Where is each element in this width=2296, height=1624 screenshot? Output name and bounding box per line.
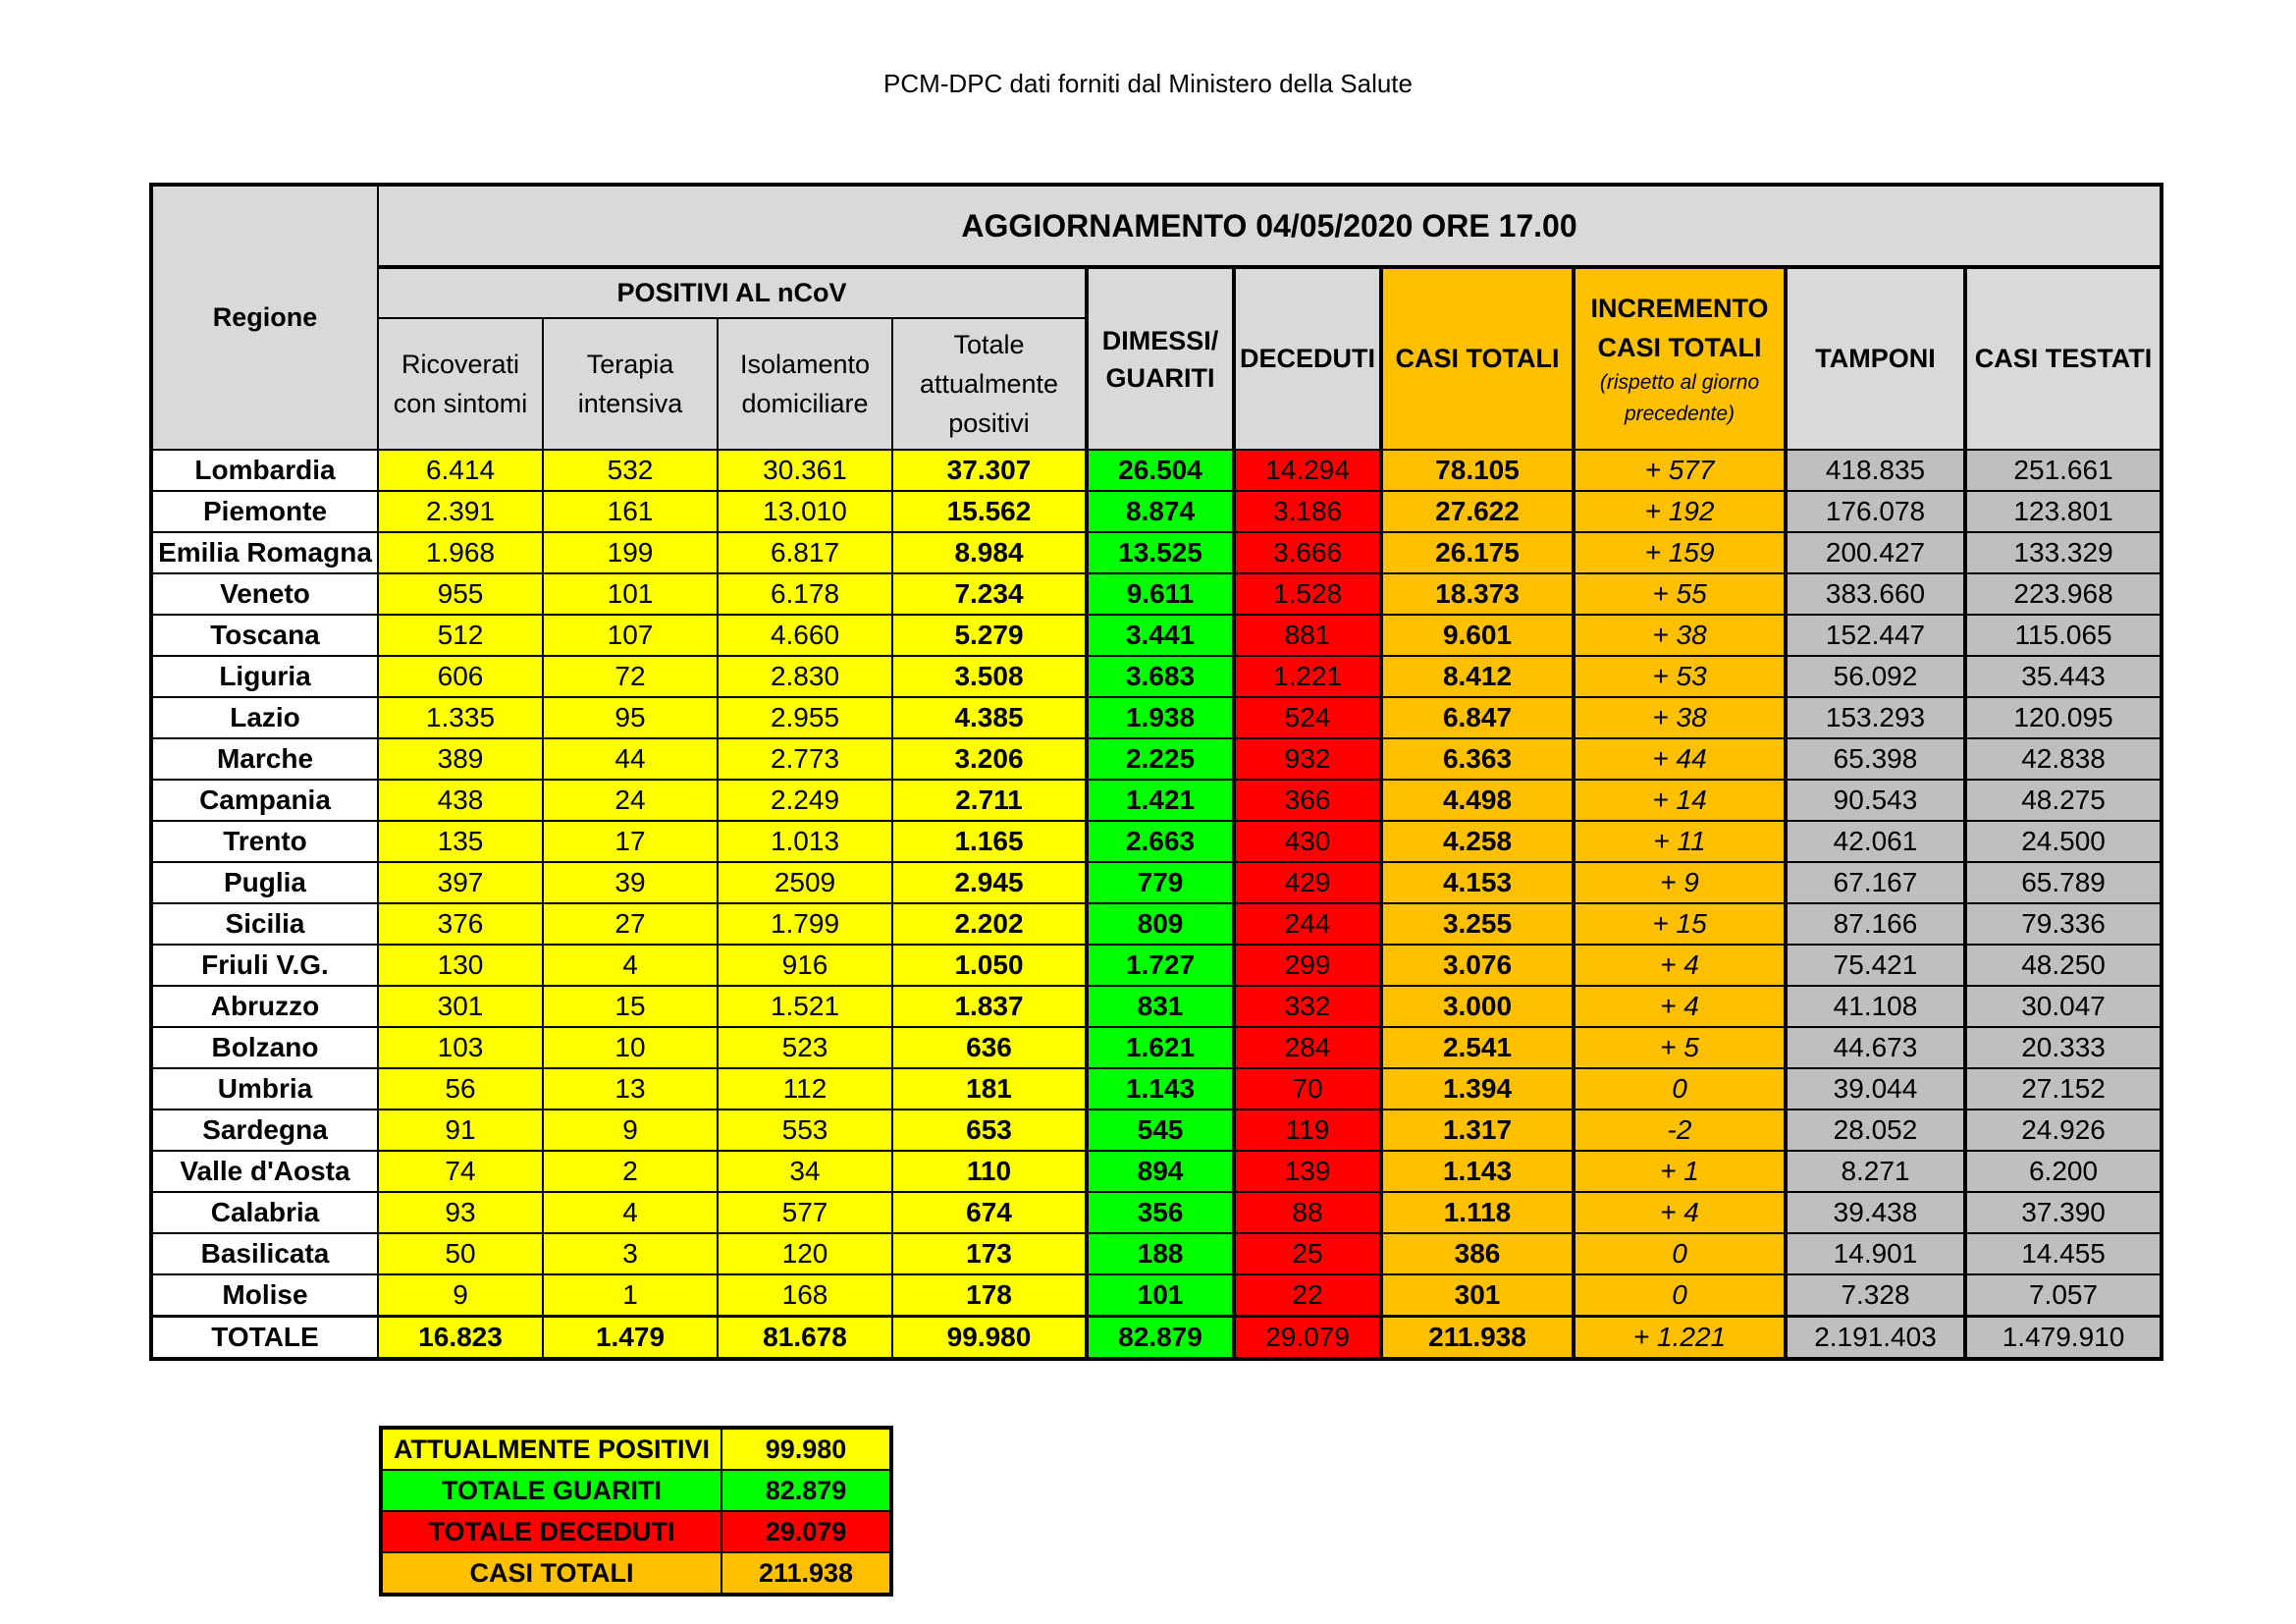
incremento-title: INCREMENTO CASI TOTALI: [1590, 293, 1769, 362]
casi-testati-cell: 48.250: [1965, 945, 2162, 986]
casi-testati-cell: 65.789: [1965, 862, 2162, 903]
region-cell: TOTALE: [151, 1317, 378, 1360]
tamponi-cell: 39.044: [1786, 1068, 1965, 1110]
deceduti-cell: 332: [1234, 986, 1381, 1027]
incremento-cell: + 15: [1574, 903, 1786, 945]
tamponi-cell: 42.061: [1786, 821, 1965, 862]
dimessi-cell: 188: [1087, 1233, 1234, 1274]
totale-positivi-cell: 2.202: [892, 903, 1087, 945]
region-cell: Lombardia: [151, 450, 378, 491]
tamponi-cell: 75.421: [1786, 945, 1965, 986]
incremento-cell: + 38: [1574, 697, 1786, 738]
region-header: Regione: [151, 185, 378, 450]
isolamento-cell: 2.249: [718, 780, 892, 821]
regional-data-table: [149, 183, 2163, 1361]
ricoverati-cell: 301: [378, 986, 543, 1027]
table-row: [151, 1068, 2162, 1110]
ricoverati-cell: 93: [378, 1192, 543, 1233]
table-row: [151, 491, 2162, 532]
casi-totali-cell: 301: [1381, 1274, 1574, 1317]
ricoverati-cell: 376: [378, 903, 543, 945]
tamponi-cell: 152.447: [1786, 615, 1965, 656]
casi-testati-cell: 27.152: [1965, 1068, 2162, 1110]
tamponi-cell: 65.398: [1786, 738, 1965, 780]
terapia-cell: 4: [543, 1192, 718, 1233]
casi-testati-cell: 223.968: [1965, 573, 2162, 615]
incremento-cell: + 577: [1574, 450, 1786, 491]
region-cell: Sardegna: [151, 1110, 378, 1151]
deceduti-cell: 284: [1234, 1027, 1381, 1068]
tamponi-cell: 418.835: [1786, 450, 1965, 491]
totale-positivi-cell: 636: [892, 1027, 1087, 1068]
dimessi-cell: 894: [1087, 1151, 1234, 1192]
incremento-cell: + 1: [1574, 1151, 1786, 1192]
isolamento-cell: 1.799: [718, 903, 892, 945]
isolamento-cell: 6.817: [718, 532, 892, 573]
ricoverati-cell: 512: [378, 615, 543, 656]
summary-row: [381, 1552, 891, 1595]
casi-totali-cell: 27.622: [1381, 491, 1574, 532]
terapia-cell: 10: [543, 1027, 718, 1068]
ricoverati-header: Ricoverati con sintomi: [378, 318, 543, 450]
casi-testati-cell: 20.333: [1965, 1027, 2162, 1068]
isolamento-cell: 112: [718, 1068, 892, 1110]
totale-positivi-header: Totale attualmente positivi: [892, 318, 1087, 450]
isolamento-cell: 553: [718, 1110, 892, 1151]
incremento-cell: + 11: [1574, 821, 1786, 862]
summary-row: [381, 1511, 891, 1552]
casi-totali-cell: 211.938: [1381, 1317, 1574, 1360]
terapia-cell: 2: [543, 1151, 718, 1192]
ricoverati-cell: 74: [378, 1151, 543, 1192]
terapia-cell: 44: [543, 738, 718, 780]
region-cell: Basilicata: [151, 1233, 378, 1274]
summary-value: 82.879: [721, 1470, 891, 1511]
incremento-cell: 0: [1574, 1233, 1786, 1274]
casi-testati-cell: 48.275: [1965, 780, 2162, 821]
terapia-cell: 1.479: [543, 1317, 718, 1360]
table-row: [151, 656, 2162, 697]
total-row: [151, 1317, 2162, 1360]
terapia-cell: 3: [543, 1233, 718, 1274]
table-row: [151, 615, 2162, 656]
incremento-cell: -2: [1574, 1110, 1786, 1151]
totale-positivi-cell: 3.206: [892, 738, 1087, 780]
casi-testati-cell: 24.926: [1965, 1110, 2162, 1151]
summary-value: 211.938: [721, 1552, 891, 1595]
deceduti-cell: 70: [1234, 1068, 1381, 1110]
terapia-cell: 101: [543, 573, 718, 615]
terapia-cell: 13: [543, 1068, 718, 1110]
summary-label: TOTALE GUARITI: [381, 1470, 721, 1511]
incremento-cell: + 55: [1574, 573, 1786, 615]
casi-testati-cell: 251.661: [1965, 450, 2162, 491]
casi-totali-cell: 6.847: [1381, 697, 1574, 738]
casi-totali-cell: 1.143: [1381, 1151, 1574, 1192]
incremento-cell: + 38: [1574, 615, 1786, 656]
casi-testati-cell: 79.336: [1965, 903, 2162, 945]
casi-totali-cell: 4.498: [1381, 780, 1574, 821]
ricoverati-cell: 135: [378, 821, 543, 862]
positive-group-header: POSITIVI AL nCoV: [378, 267, 1087, 318]
table-row: [151, 450, 2162, 491]
casi-testati-cell: 7.057: [1965, 1274, 2162, 1317]
region-cell: Valle d'Aosta: [151, 1151, 378, 1192]
deceduti-cell: 88: [1234, 1192, 1381, 1233]
table-row: [151, 1151, 2162, 1192]
ricoverati-cell: 16.823: [378, 1317, 543, 1360]
region-cell: Puglia: [151, 862, 378, 903]
deceduti-cell: 14.294: [1234, 450, 1381, 491]
dimessi-cell: 82.879: [1087, 1317, 1234, 1360]
region-cell: Umbria: [151, 1068, 378, 1110]
terapia-cell: 199: [543, 532, 718, 573]
deceduti-header: DECEDUTI: [1234, 267, 1381, 450]
summary-label: ATTUALMENTE POSITIVI: [381, 1428, 721, 1470]
casi-totali-cell: 18.373: [1381, 573, 1574, 615]
totale-positivi-cell: 110: [892, 1151, 1087, 1192]
deceduti-cell: 430: [1234, 821, 1381, 862]
isolamento-cell: 81.678: [718, 1317, 892, 1360]
region-cell: Bolzano: [151, 1027, 378, 1068]
ricoverati-cell: 397: [378, 862, 543, 903]
totale-positivi-cell: 2.711: [892, 780, 1087, 821]
region-cell: Lazio: [151, 697, 378, 738]
isolamento-cell: 13.010: [718, 491, 892, 532]
ricoverati-cell: 91: [378, 1110, 543, 1151]
region-cell: Trento: [151, 821, 378, 862]
casi-totali-cell: 1.118: [1381, 1192, 1574, 1233]
tamponi-cell: 14.901: [1786, 1233, 1965, 1274]
totale-positivi-cell: 5.279: [892, 615, 1087, 656]
tamponi-cell: 2.191.403: [1786, 1317, 1965, 1360]
totale-positivi-cell: 15.562: [892, 491, 1087, 532]
table-row: [151, 697, 2162, 738]
ricoverati-cell: 389: [378, 738, 543, 780]
summary-value: 29.079: [721, 1511, 891, 1552]
dimessi-cell: 1.143: [1087, 1068, 1234, 1110]
totale-positivi-cell: 181: [892, 1068, 1087, 1110]
table-row: [151, 1110, 2162, 1151]
table-row: [151, 903, 2162, 945]
terapia-cell: 72: [543, 656, 718, 697]
dimessi-cell: 1.938: [1087, 697, 1234, 738]
region-cell: Veneto: [151, 573, 378, 615]
terapia-cell: 27: [543, 903, 718, 945]
deceduti-cell: 1.528: [1234, 573, 1381, 615]
incremento-header: [1574, 267, 1786, 450]
ricoverati-cell: 2.391: [378, 491, 543, 532]
deceduti-cell: 22: [1234, 1274, 1381, 1317]
dimessi-cell: 9.611: [1087, 573, 1234, 615]
region-cell: Sicilia: [151, 903, 378, 945]
totale-positivi-cell: 173: [892, 1233, 1087, 1274]
isolamento-cell: 2509: [718, 862, 892, 903]
casi-testati-cell: 14.455: [1965, 1233, 2162, 1274]
region-cell: Toscana: [151, 615, 378, 656]
casi-totali-cell: 1.394: [1381, 1068, 1574, 1110]
region-cell: Piemonte: [151, 491, 378, 532]
ricoverati-cell: 56: [378, 1068, 543, 1110]
dimessi-cell: 2.225: [1087, 738, 1234, 780]
casi-testati-cell: 42.838: [1965, 738, 2162, 780]
casi-totali-cell: 6.363: [1381, 738, 1574, 780]
dimessi-cell: 1.621: [1087, 1027, 1234, 1068]
casi-totali-cell: 386: [1381, 1233, 1574, 1274]
tamponi-cell: 56.092: [1786, 656, 1965, 697]
isolamento-cell: 2.955: [718, 697, 892, 738]
isolamento-cell: 4.660: [718, 615, 892, 656]
casi-testati-cell: 1.479.910: [1965, 1317, 2162, 1360]
casi-testati-cell: 37.390: [1965, 1192, 2162, 1233]
deceduti-cell: 139: [1234, 1151, 1381, 1192]
tamponi-cell: 67.167: [1786, 862, 1965, 903]
casi-testati-cell: 120.095: [1965, 697, 2162, 738]
deceduti-cell: 25: [1234, 1233, 1381, 1274]
tamponi-cell: 90.543: [1786, 780, 1965, 821]
deceduti-cell: 932: [1234, 738, 1381, 780]
dimessi-cell: 545: [1087, 1110, 1234, 1151]
ricoverati-cell: 9: [378, 1274, 543, 1317]
tamponi-cell: 8.271: [1786, 1151, 1965, 1192]
isolamento-cell: 523: [718, 1027, 892, 1068]
casi-testati-cell: 123.801: [1965, 491, 2162, 532]
casi-totali-cell: 78.105: [1381, 450, 1574, 491]
region-cell: Campania: [151, 780, 378, 821]
region-cell: Abruzzo: [151, 986, 378, 1027]
totale-positivi-cell: 674: [892, 1192, 1087, 1233]
isolamento-cell: 1.013: [718, 821, 892, 862]
incremento-cell: 0: [1574, 1068, 1786, 1110]
casi-totali-cell: 3.000: [1381, 986, 1574, 1027]
dimessi-cell: 3.441: [1087, 615, 1234, 656]
incremento-cell: + 1.221: [1574, 1317, 1786, 1360]
terapia-cell: 161: [543, 491, 718, 532]
summary-label: CASI TOTALI: [381, 1552, 721, 1595]
deceduti-cell: 881: [1234, 615, 1381, 656]
deceduti-cell: 524: [1234, 697, 1381, 738]
totale-positivi-cell: 1.050: [892, 945, 1087, 986]
deceduti-cell: 366: [1234, 780, 1381, 821]
terapia-cell: 39: [543, 862, 718, 903]
dimessi-cell: 3.683: [1087, 656, 1234, 697]
casi-testati-cell: 24.500: [1965, 821, 2162, 862]
region-cell: Marche: [151, 738, 378, 780]
ricoverati-cell: 955: [378, 573, 543, 615]
totale-positivi-cell: 4.385: [892, 697, 1087, 738]
terapia-cell: 4: [543, 945, 718, 986]
ricoverati-cell: 606: [378, 656, 543, 697]
ricoverati-cell: 130: [378, 945, 543, 986]
terapia-cell: 9: [543, 1110, 718, 1151]
incremento-cell: + 159: [1574, 532, 1786, 573]
totale-positivi-cell: 37.307: [892, 450, 1087, 491]
casi-totali-cell: 3.255: [1381, 903, 1574, 945]
casi-testati-cell: 6.200: [1965, 1151, 2162, 1192]
dimessi-cell: 2.663: [1087, 821, 1234, 862]
deceduti-cell: 3.186: [1234, 491, 1381, 532]
casi-totali-cell: 4.153: [1381, 862, 1574, 903]
incremento-note: (rispetto al giorno precedente): [1599, 370, 1760, 425]
tamponi-cell: 87.166: [1786, 903, 1965, 945]
terapia-cell: 107: [543, 615, 718, 656]
tamponi-cell: 7.328: [1786, 1274, 1965, 1317]
table-row: [151, 573, 2162, 615]
casi-testati-cell: 35.443: [1965, 656, 2162, 697]
tamponi-cell: 153.293: [1786, 697, 1965, 738]
region-cell: Liguria: [151, 656, 378, 697]
totale-positivi-cell: 178: [892, 1274, 1087, 1317]
isolamento-cell: 168: [718, 1274, 892, 1317]
incremento-cell: + 44: [1574, 738, 1786, 780]
casi-testati-cell: 133.329: [1965, 532, 2162, 573]
dimessi-cell: 831: [1087, 986, 1234, 1027]
casi-testati-header: CASI TESTATI: [1965, 267, 2162, 450]
totale-positivi-cell: 653: [892, 1110, 1087, 1151]
deceduti-cell: 244: [1234, 903, 1381, 945]
incremento-cell: + 53: [1574, 656, 1786, 697]
deceduti-cell: 429: [1234, 862, 1381, 903]
tamponi-cell: 39.438: [1786, 1192, 1965, 1233]
incremento-cell: + 4: [1574, 986, 1786, 1027]
incremento-cell: + 4: [1574, 945, 1786, 986]
table-row: [151, 780, 2162, 821]
tamponi-cell: 44.673: [1786, 1027, 1965, 1068]
isolamento-cell: 1.521: [718, 986, 892, 1027]
isolamento-cell: 30.361: [718, 450, 892, 491]
table-row: [151, 1274, 2162, 1317]
casi-testati-cell: 30.047: [1965, 986, 2162, 1027]
ricoverati-cell: 50: [378, 1233, 543, 1274]
casi-totali-cell: 9.601: [1381, 615, 1574, 656]
tamponi-header: TAMPONI: [1786, 267, 1965, 450]
table-row: [151, 532, 2162, 573]
summary-label: TOTALE DECEDUTI: [381, 1511, 721, 1552]
ricoverati-cell: 1.335: [378, 697, 543, 738]
isolamento-cell: 6.178: [718, 573, 892, 615]
terapia-cell: 15: [543, 986, 718, 1027]
totale-positivi-cell: 8.984: [892, 532, 1087, 573]
dimessi-cell: 1.421: [1087, 780, 1234, 821]
region-cell: Emilia Romagna: [151, 532, 378, 573]
region-cell: Molise: [151, 1274, 378, 1317]
dimessi-cell: 1.727: [1087, 945, 1234, 986]
deceduti-cell: 1.221: [1234, 656, 1381, 697]
table-row: [151, 821, 2162, 862]
terapia-header: Terapia intensiva: [543, 318, 718, 450]
totale-positivi-cell: 1.165: [892, 821, 1087, 862]
dimessi-cell: 8.874: [1087, 491, 1234, 532]
summary-table: [379, 1426, 893, 1597]
deceduti-cell: 299: [1234, 945, 1381, 986]
incremento-cell: + 5: [1574, 1027, 1786, 1068]
isolamento-header: Isolamento domiciliare: [718, 318, 892, 450]
terapia-cell: 24: [543, 780, 718, 821]
dimessi-cell: 809: [1087, 903, 1234, 945]
incremento-cell: + 4: [1574, 1192, 1786, 1233]
isolamento-cell: 916: [718, 945, 892, 986]
isolamento-cell: 34: [718, 1151, 892, 1192]
table-row: [151, 738, 2162, 780]
table-row: [151, 1027, 2162, 1068]
casi-totali-cell: 8.412: [1381, 656, 1574, 697]
casi-totali-cell: 26.175: [1381, 532, 1574, 573]
summary-row: [381, 1428, 891, 1470]
isolamento-cell: 577: [718, 1192, 892, 1233]
isolamento-cell: 2.830: [718, 656, 892, 697]
terapia-cell: 17: [543, 821, 718, 862]
dimessi-cell: 26.504: [1087, 450, 1234, 491]
incremento-cell: + 192: [1574, 491, 1786, 532]
page-header: PCM-DPC dati forniti dal Ministero della Salute: [883, 69, 1413, 98]
deceduti-cell: 3.666: [1234, 532, 1381, 573]
dimessi-header: DIMESSI/ GUARITI: [1087, 267, 1234, 450]
table-row: [151, 1192, 2162, 1233]
table-row: [151, 945, 2162, 986]
totale-positivi-cell: 7.234: [892, 573, 1087, 615]
table-row: [151, 986, 2162, 1027]
totale-positivi-cell: 99.980: [892, 1317, 1087, 1360]
tamponi-cell: 28.052: [1786, 1110, 1965, 1151]
deceduti-cell: 119: [1234, 1110, 1381, 1151]
totale-positivi-cell: 3.508: [892, 656, 1087, 697]
tamponi-cell: 383.660: [1786, 573, 1965, 615]
dimessi-cell: 101: [1087, 1274, 1234, 1317]
terapia-cell: 95: [543, 697, 718, 738]
isolamento-cell: 2.773: [718, 738, 892, 780]
casi-totali-cell: 1.317: [1381, 1110, 1574, 1151]
ricoverati-cell: 1.968: [378, 532, 543, 573]
table-row: [151, 1233, 2162, 1274]
deceduti-cell: 29.079: [1234, 1317, 1381, 1360]
summary-row: [381, 1470, 891, 1511]
incremento-cell: 0: [1574, 1274, 1786, 1317]
tamponi-cell: 176.078: [1786, 491, 1965, 532]
tamponi-cell: 200.427: [1786, 532, 1965, 573]
dimessi-cell: 13.525: [1087, 532, 1234, 573]
region-cell: Friuli V.G.: [151, 945, 378, 986]
table-title: AGGIORNAMENTO 04/05/2020 ORE 17.00: [378, 185, 2162, 267]
terapia-cell: 532: [543, 450, 718, 491]
totale-positivi-cell: 1.837: [892, 986, 1087, 1027]
summary-value: 99.980: [721, 1428, 891, 1470]
incremento-cell: + 14: [1574, 780, 1786, 821]
casi-totali-cell: 2.541: [1381, 1027, 1574, 1068]
casi-totali-cell: 4.258: [1381, 821, 1574, 862]
casi-testati-cell: 115.065: [1965, 615, 2162, 656]
ricoverati-cell: 103: [378, 1027, 543, 1068]
region-cell: Calabria: [151, 1192, 378, 1233]
incremento-cell: + 9: [1574, 862, 1786, 903]
table-row: [151, 862, 2162, 903]
isolamento-cell: 120: [718, 1233, 892, 1274]
casi-totali-header: CASI TOTALI: [1381, 267, 1574, 450]
totale-positivi-cell: 2.945: [892, 862, 1087, 903]
casi-totali-cell: 3.076: [1381, 945, 1574, 986]
ricoverati-cell: 438: [378, 780, 543, 821]
tamponi-cell: 41.108: [1786, 986, 1965, 1027]
dimessi-cell: 779: [1087, 862, 1234, 903]
terapia-cell: 1: [543, 1274, 718, 1317]
dimessi-cell: 356: [1087, 1192, 1234, 1233]
ricoverati-cell: 6.414: [378, 450, 543, 491]
